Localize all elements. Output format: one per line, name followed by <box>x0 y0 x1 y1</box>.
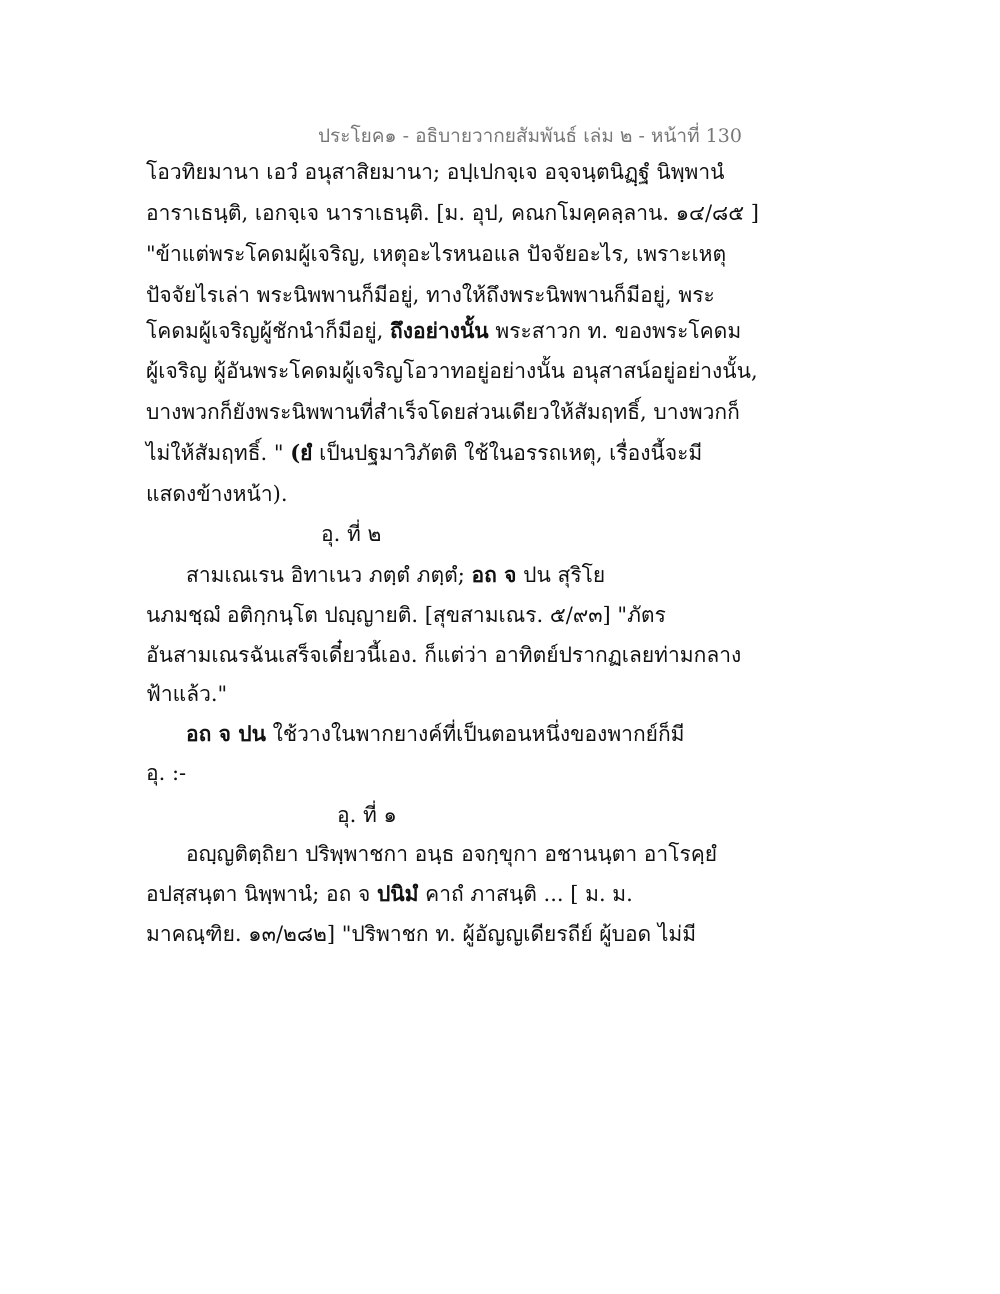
text-run: คาถํ ภาสนฺติ ... [ ม. ม. <box>418 882 633 906</box>
bold-phrase: ปนิมํ <box>376 881 419 906</box>
text-run: ปน สุริโย <box>516 563 606 587</box>
text-run: ไม่ให้สัมฤทธิ์. " <box>146 441 291 465</box>
text-line <box>186 720 685 748</box>
text-line: อุ. :- <box>146 761 187 785</box>
text-line: ปัจจัยไรเล่า พระนิพพานก็มีอยู่, ทางให้ถึงพระนิพพานก็มีอยู่, พระ <box>146 283 715 307</box>
text-run: อปสฺสนฺตา นิพฺพานํ; อถ จ <box>146 882 377 906</box>
text-line: มาคณฺฑิย. ๑๓/๒๘๒] "ปริพาชก ท. ผู้อัญญเดียรถีย์ ผู้บอด ไม่มี <box>146 922 697 946</box>
text-line: "ข้าแต่พระโคดมผู้เจริญ, เหตุอะไรหนอแล ปัจจัยอะไร, เพราะเหตุ <box>146 242 727 266</box>
text-run: สามเณเรน อิทาเนว ภตฺตํ ภตฺตํ; <box>186 563 472 587</box>
text-line: อันสามเณรฉันเสร็จเดี๋ยวนี้เอง. ก็แต่ว่า อาทิตย์ปรากฏเลยท่ามกลาง <box>146 643 742 667</box>
text-run: เป็นปฐมาวิภัตติ ใช้ในอรรถเหตุ, เรื่องนี้จะมี <box>312 441 703 465</box>
example-heading: อุ. ที่ ๑ <box>337 803 397 827</box>
text-line: อาราเธนฺติ, เอกจฺเจ นาราเธนฺติ. [ม. อุป, คณกโมคฺคลฺลาน. ๑๔/๘๕ ] <box>146 201 759 225</box>
bold-phrase: (ยํ <box>290 440 313 465</box>
text-line <box>186 561 605 589</box>
bold-phrase: ถึงอย่างนั้น <box>390 318 489 343</box>
text-run: พระสาวก ท. ของพระโคดม <box>488 319 742 343</box>
bold-phrase: อถ จ ปน <box>186 721 266 746</box>
text-line <box>146 317 741 345</box>
text-line: นภมชฺฌํ อติกฺกนฺโต ปญฺญายติ. [สุขสามเณร. ๕/๙๓] "ภัตร <box>146 603 666 627</box>
bold-phrase: อถ จ <box>471 562 517 587</box>
text-run: ใช้วางในพากยางค์ที่เป็นตอนหนึ่งของพากย์ก็มี <box>265 722 685 746</box>
text-line: ผู้เจริญ ผู้อันพระโคดมผู้เจริญโอวาทอยู่อย่างนั้น อนุสาสน์อยู่อย่างนั้น, <box>146 359 758 383</box>
text-line: อญฺญติตฺถิยา ปริพฺพาชกา อนฺธ อจกฺขุกา อชานนฺตา อาโรคฺยํ <box>186 842 718 866</box>
text-line: โอวทิยมานา เอวํ อนุสาสิยมานา; อปฺเปกจฺเจ อจฺจนฺตนิฏฺฐํ นิพฺพานํ <box>146 160 725 184</box>
example-heading: อุ. ที่ ๒ <box>321 522 382 546</box>
page-header: ประโยค๑ - อธิบายวากยสัมพันธ์ เล่ม ๒ - หน้าที่ 130 <box>318 125 742 147</box>
text-line: ฟ้าแล้ว." <box>146 682 228 706</box>
text-line: แสดงข้างหน้า). <box>146 482 288 506</box>
text-run: โคดมผู้เจริญผู้ชักนำก็มีอยู่, <box>146 319 391 343</box>
text-line: บางพวกก็ยังพระนิพพานที่สำเร็จโดยส่วนเดียวให้สัมฤทธิ์, บางพวกก็ <box>146 400 740 424</box>
text-line <box>146 439 702 467</box>
text-line <box>146 880 633 908</box>
